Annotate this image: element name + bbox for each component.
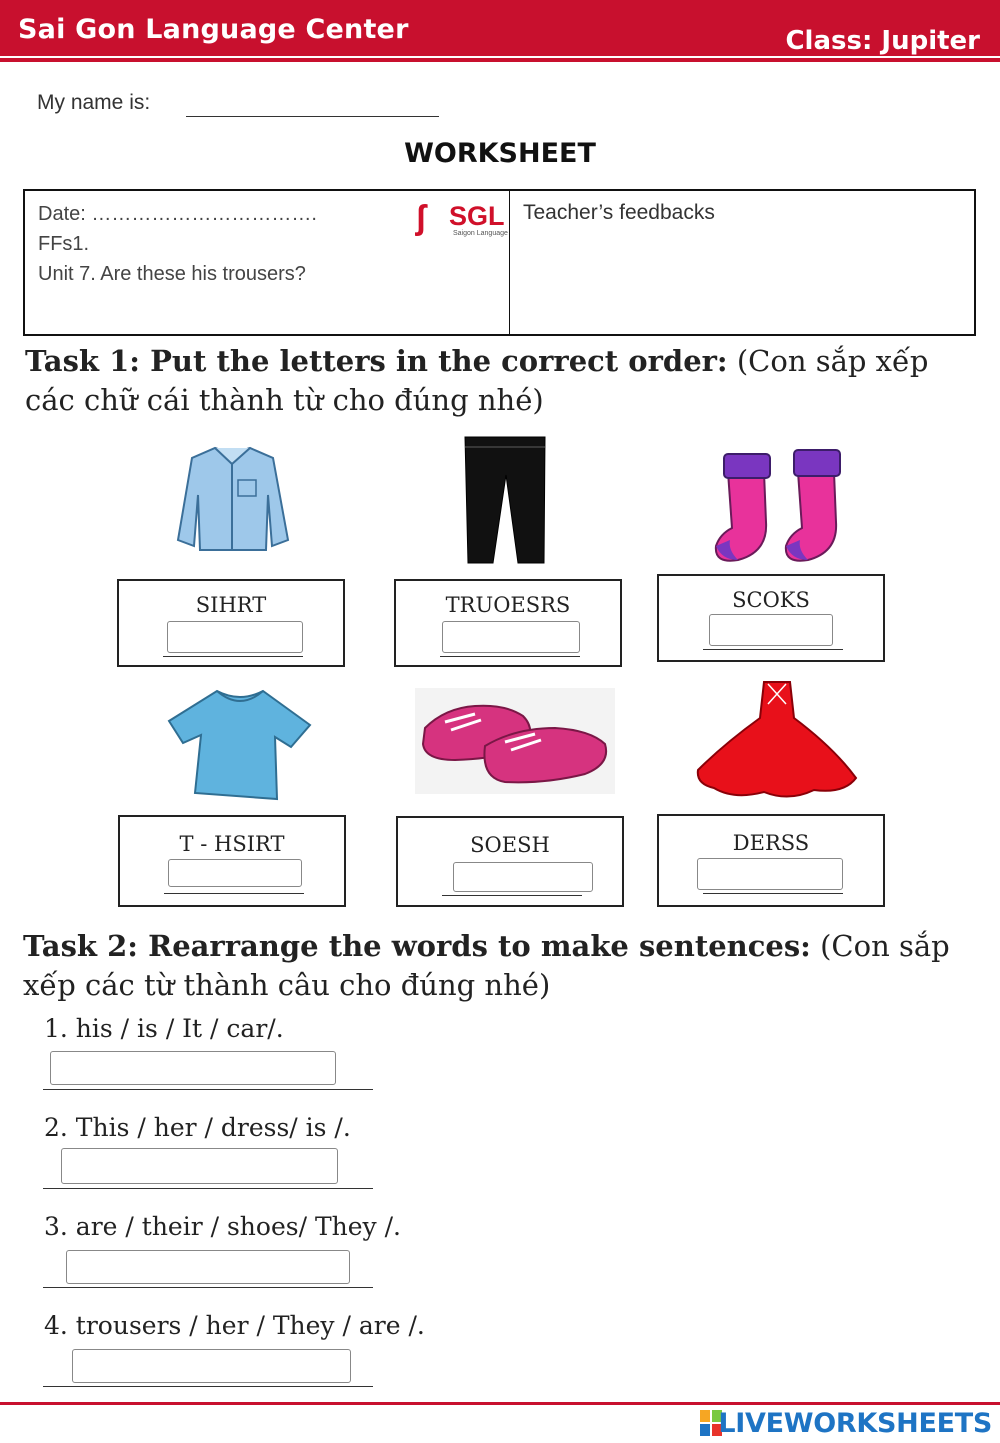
word-box-6 — [657, 814, 885, 907]
word-box-2 — [394, 579, 622, 667]
sgl-swirl-icon: ʃ — [415, 199, 427, 237]
teacher-feedback-label: Teacher’s feedbacks — [523, 201, 715, 224]
sentence-answer-input-4[interactable] — [72, 1349, 351, 1383]
word-box-4 — [118, 815, 346, 907]
scrambled-word-5: SOESH — [470, 833, 550, 857]
footer-divider — [0, 1402, 1000, 1405]
word-box-1 — [117, 579, 345, 667]
answer-input-5[interactable] — [453, 862, 593, 892]
sentence-line-1 — [43, 1089, 373, 1090]
info-left-cell — [25, 191, 510, 334]
worksheet-title: WORKSHEET — [404, 138, 596, 169]
unit-line: Unit 7. Are these his trousers? — [38, 263, 306, 285]
sentence-answer-input-2[interactable] — [61, 1148, 338, 1184]
answer-input-2[interactable] — [442, 621, 580, 653]
word-box-3 — [657, 574, 885, 662]
answer-input-1[interactable] — [167, 621, 303, 653]
sentence-line-3 — [43, 1287, 373, 1288]
task2-heading: Task 2: Rearrange the words to make sentences: (Con sắp xếp các từ thành câu cho đúng nhé) — [23, 929, 950, 1002]
answer-line-6 — [703, 893, 843, 894]
t-shirt-icon — [165, 685, 315, 803]
scrambled-word-4: T - HSIRT — [179, 832, 285, 856]
liveworksheets-brand[interactable]: LIVEWORKSHEETS — [718, 1408, 992, 1439]
scrambled-word-6: DERSS — [732, 831, 810, 855]
course-line: FFs1. — [38, 233, 90, 255]
dress-icon — [694, 678, 859, 803]
info-box — [23, 189, 976, 336]
task1-heading: Task 1: Put the letters in the correct order: (Con sắp xếp các chữ cái thành từ cho đúng nhé) — [25, 344, 929, 417]
sentence-answer-input-3[interactable] — [66, 1250, 350, 1284]
sentence-answer-input-1[interactable] — [50, 1051, 336, 1085]
sentence-3: 3. are / their / shoes/ They /. — [44, 1212, 401, 1241]
sentence-4: 4. trousers / her / They / are /. — [44, 1311, 425, 1340]
date-line: Date: ……………………………. — [38, 203, 317, 225]
center-name: Sai Gon Language Center — [18, 14, 409, 45]
name-line — [186, 116, 439, 117]
answer-input-3[interactable] — [709, 614, 833, 646]
word-box-5 — [396, 816, 624, 907]
sentence-2: 2. This / her / dress/ is /. — [44, 1113, 351, 1142]
answer-line-4 — [164, 893, 304, 894]
sentence-line-4 — [43, 1386, 373, 1387]
answer-input-4[interactable] — [168, 859, 302, 887]
sentence-line-2 — [43, 1188, 373, 1189]
scrambled-word-1: SIHRT — [195, 593, 267, 617]
shoes-icon — [415, 688, 615, 794]
scrambled-word-2: TRUOESRS — [445, 593, 571, 617]
answer-line-5 — [442, 895, 582, 896]
socks-icon — [708, 442, 853, 567]
answer-line-1 — [163, 656, 303, 657]
sgl-logo: ʃ SGL Saigon Language — [415, 199, 508, 237]
sentence-1: 1. his / is / It / car/. — [44, 1014, 284, 1043]
name-prompt: My name is: — [37, 91, 151, 114]
scrambled-word-3: SCOKS — [732, 588, 810, 612]
answer-input-6[interactable] — [697, 858, 843, 890]
header-bar — [0, 0, 1000, 56]
shirt-icon — [170, 440, 295, 555]
header-divider — [0, 58, 1000, 62]
answer-line-3 — [703, 649, 843, 650]
class-label: Class: Jupiter — [785, 26, 980, 56]
answer-line-2 — [440, 656, 580, 657]
trousers-icon — [460, 435, 550, 565]
